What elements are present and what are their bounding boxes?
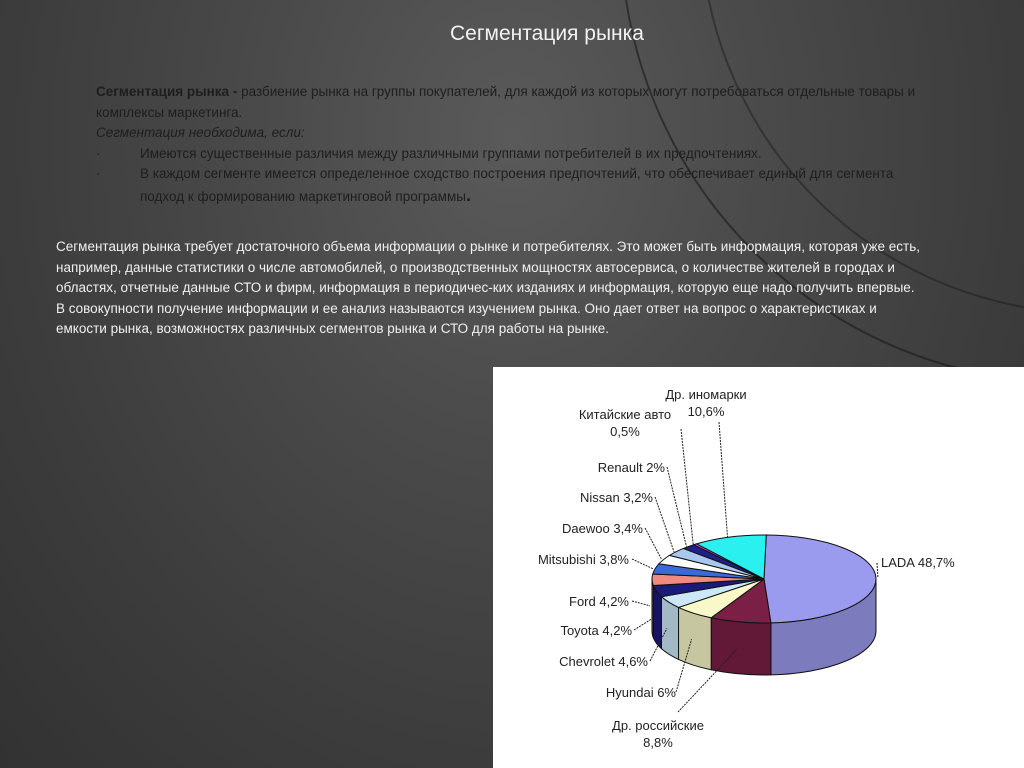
pie-chart — [493, 367, 1024, 768]
bullet-text: В каждом сегменте имеется определенное сходство построения предпочтений, что обеспечивает единый для сегмента подход к формированию маркетинговой программы. — [140, 166, 894, 205]
pie-side-ford — [652, 579, 653, 638]
pie-label: Др. иномарки — [665, 387, 747, 402]
definition-line — [96, 82, 926, 123]
pie-label: LADA 48,7% — [881, 555, 955, 570]
bullet-item — [96, 144, 926, 165]
pie-label: Mitsubishi 3,8% — [537, 552, 629, 567]
leader-line — [645, 528, 662, 559]
pie-label: 10,6% — [687, 404, 725, 419]
pie-label: Daewoo 3,4% — [562, 521, 643, 536]
pie-label: Hyundai 6% — [605, 685, 676, 700]
pie-label: Др. российские — [612, 718, 704, 733]
pie-label: Renault 2% — [597, 460, 665, 475]
leader-line — [681, 429, 693, 544]
bullet-marker: · — [96, 145, 101, 161]
bullet-item — [96, 164, 926, 207]
pie-label: Китайские авто — [578, 407, 672, 422]
leader-line — [632, 601, 650, 606]
definition-block — [96, 82, 926, 207]
leader-line — [655, 497, 674, 552]
definition-text: разбиение рынка на группы покупателей, для каждой из которых могут потребоваться отдельные товары и комплексы маркетинга. — [96, 84, 916, 120]
bullet-text: Имеются существенные различия между различными группами потребителей в их предпочтениях. — [140, 145, 762, 161]
final-period: . — [465, 184, 471, 205]
pie-label: 0,5% — [610, 424, 640, 439]
leader-line — [634, 617, 654, 630]
bullet-marker: · — [96, 166, 101, 181]
pie-label: 8,8% — [643, 735, 673, 750]
leader-line — [719, 422, 728, 537]
pie-label: Toyota 4,2% — [560, 623, 632, 638]
necessity-heading: Сегментация необходима, если: — [96, 125, 305, 140]
pie-label: Ford 4,2% — [569, 594, 629, 609]
pie-side-др-российские — [711, 618, 771, 675]
leader-line — [877, 563, 878, 578]
leader-line — [632, 559, 653, 569]
market-research-paragraph: Сегментация рынка требует достаточного объема информации о рынке и потребителях. Это может быть информация, которая уже есть, например, данные статистики о числе автомобилей, о производственных мощностях автосервиса, о количестве жителей в городах и областях, отчетные данные СТО и фирм, информация в периодичес-ких изданиях и информация, которую еще надо получить впервые. В совокупности получение информации и ее анализ называются изучением рынка. Оно дает ответ на вопрос о характеристиках и емкости рынка, возможностях различных сегментов рынка и СТО для работы на рынке. — [56, 239, 921, 336]
pie-label: Nissan 3,2% — [580, 490, 653, 505]
pie-chart-panel — [493, 367, 1024, 768]
pie-label: Chevrolet 4,6% — [559, 654, 648, 669]
slide-title: Сегментация рынка — [450, 22, 644, 45]
leader-line — [667, 467, 686, 547]
definition-term: Сегментация рынка - — [96, 84, 242, 99]
